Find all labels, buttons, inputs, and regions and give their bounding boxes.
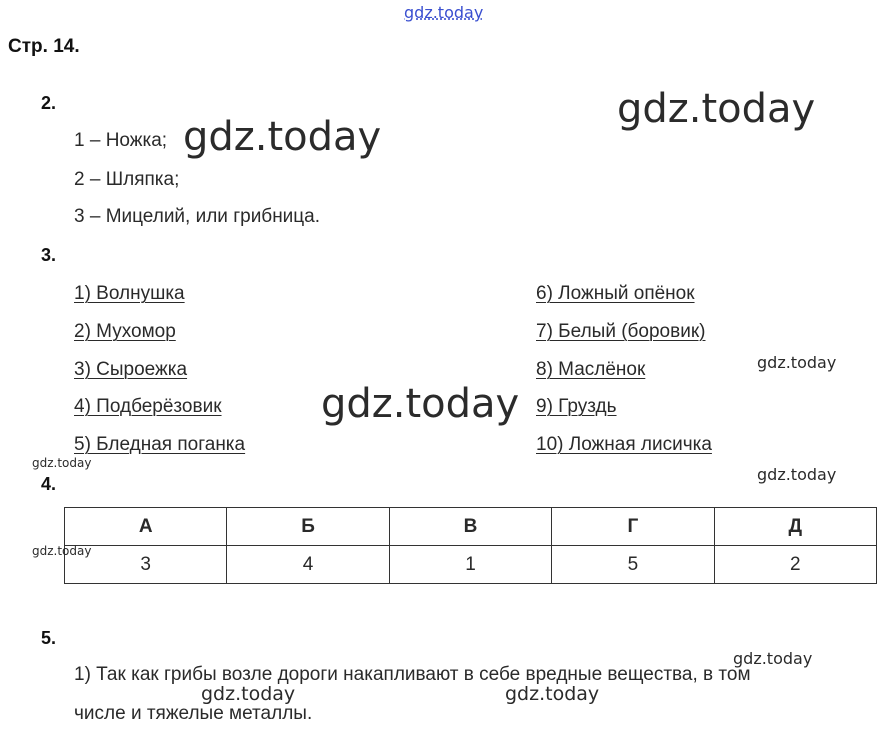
q2-line-3: 3 – Мицелий, или грибница. [74,206,321,227]
q2-line-1: 1 – Ножка; [74,130,168,151]
q3-left-item-3: 3) Сыроежка [74,359,188,380]
table-cell: 1 [389,546,551,584]
question-3-number: 3. [41,245,57,265]
question-2-number: 2. [41,93,57,113]
watermark-small: gdz.today [32,544,92,558]
watermark-medium: gdz.today [201,683,296,705]
watermark-top: gdz.today [404,3,484,22]
watermark-large: gdz.today [321,381,520,427]
table-header-cell: Д [714,508,876,546]
watermark-small: gdz.today [733,649,813,668]
table-cell: 4 [227,546,389,584]
table-header-row [65,508,877,546]
watermark-large: gdz.today [183,114,382,160]
q3-right-item-8: 8) Маслёнок [536,359,646,380]
question-5-number: 5. [41,628,57,648]
watermark-small: gdz.today [757,353,837,372]
watermark-medium: gdz.today [505,683,600,705]
q3-left-item-2: 2) Мухомор [74,321,176,342]
table-cell: 3 [65,546,227,584]
q3-right-item-9: 9) Груздь [536,396,617,417]
table-header-cell: Б [227,508,389,546]
table-header-cell: А [65,508,227,546]
watermark-small: gdz.today [32,456,92,470]
q3-left-item-4: 4) Подберёзовик [74,396,222,417]
q5-line-2: числе и тяжелые металлы. [74,703,313,724]
answer-table [64,507,877,584]
table-header-cell: В [389,508,551,546]
table-cell: 2 [714,546,876,584]
q3-right-item-10: 10) Ложная лисичка [536,434,712,455]
page-title: Стр. 14. [8,36,80,57]
table-header-cell: Г [552,508,714,546]
q3-left-item-1: 1) Волнушка [74,283,185,304]
q3-right-item-7: 7) Белый (боровик) [536,321,706,342]
q2-line-2: 2 – Шляпка; [74,169,180,190]
question-4-number: 4. [41,474,57,494]
table-row [65,546,877,584]
q5-line-1: 1) Так как грибы возле дороги накапливают в себе вредные вещества, в том [74,664,751,685]
q3-right-item-6: 6) Ложный опёнок [536,283,695,304]
q3-left-item-5: 5) Бледная поганка [74,434,246,455]
table-cell: 5 [552,546,714,584]
watermark-small: gdz.today [757,465,837,484]
watermark-large: gdz.today [617,86,816,132]
